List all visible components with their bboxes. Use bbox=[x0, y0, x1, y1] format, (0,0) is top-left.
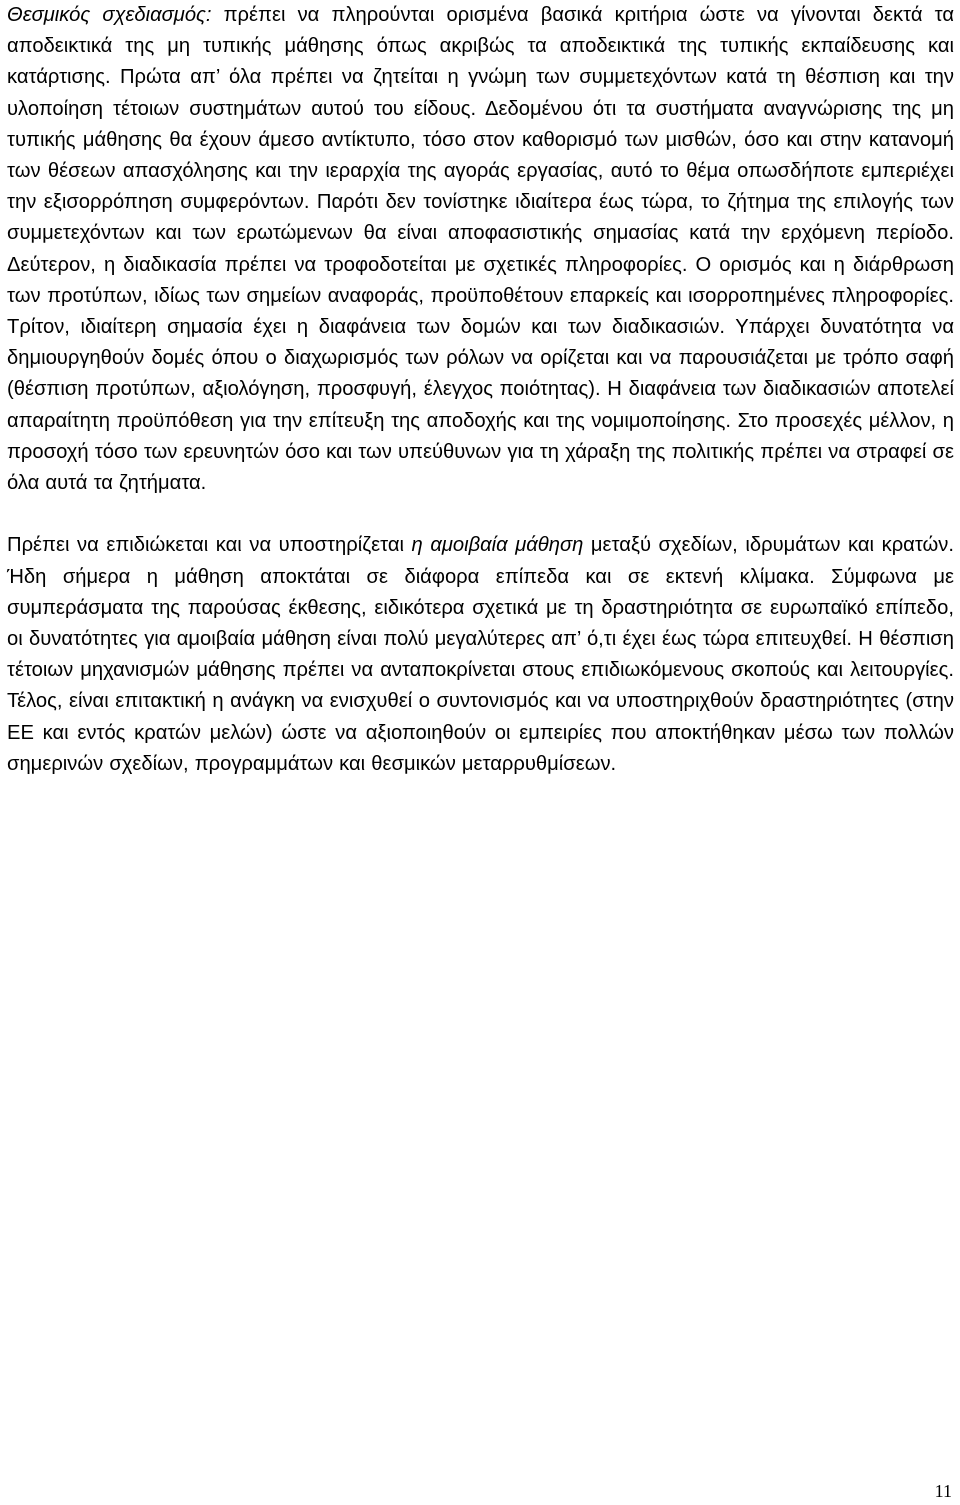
page-number: 11 bbox=[934, 1481, 952, 1501]
paragraph-institutional-design bbox=[7, 0, 954, 499]
body-text bbox=[7, 0, 954, 780]
emphasized-term: η αμοιβαία μάθηση bbox=[411, 534, 584, 557]
paragraph-text-start: Πρέπει να επιδιώκεται και να υποστηρίζεται bbox=[7, 534, 412, 557]
paragraph-text-end: μεταξύ σχεδίων, ιδρυμάτων και κρατών. Ήδη σήμερα η μάθηση αποκτάται σε διάφορα επίπεδα και σε εκτενή κλίμακα. Σύμφωνα με συμπεράσματα της παρούσας έκθεσης, ειδικότερα σχετικά με τη δραστηριότητα σε ευρωπαϊκό επίπεδο, οι δυνατότητες για αμοιβαία μάθηση είναι πολύ μεγαλύτερες απ’ ό,τι έχει έως τώρα επιτευχθεί. Η θέσπιση τέτοιων μηχανισμών μάθησης πρέπει να ανταποκρίνεται στους επιδιωκόμενους σκοπούς και λειτουργίες. Τέλος, είναι επιτακτική η ανάγκη να ενισχυθεί ο συντονισμός και να υποστηριχθούν δραστηριότητες (στην ΕΕ και εντός κρατών μελών) ώστε να αξιοποιηθούν οι εμπειρίες που αποκτήθηκαν μέσω των πολλών σημερινών σχεδίων, προγραμμάτων και θεσμικών μεταρρυθμίσεων. bbox=[7, 534, 954, 775]
paragraph-lead-term: Θεσμικός σχεδιασμός: bbox=[7, 4, 212, 26]
paragraph-mutual-learning bbox=[7, 530, 954, 780]
paragraph-text: πρέπει να πληρούνται ορισμένα βασικά κριτήρια ώστε να γίνονται δεκτά τα αποδεικτικά της μη τυπικής μάθησης όπως ακριβώς τα αποδεικτικά της τυπικής εκπαίδευσης και κατάρτισης. Πρώτα απ’ όλα πρέπει να ζητείται η γνώμη των συμμετεχόντων κατά τη θέσπιση και την υλοποίηση τέτοιων συστημάτων αυτού του είδους. Δεδομένου ότι τα συστήματα αναγνώρισης της μη τυπικής μάθησης θα έχουν άμεσο αντίκτυπο, τόσο στον καθορισμό των μισθών, όσο και στην κατανομή των θέσεων απασχόλησης και την ιεραρχία της αγοράς εργασίας, αυτό το θέμα οπωσδήποτε εμπεριέχει την εξισορρόπηση συμφερόντων. Παρότι δεν τονίστηκε ιδιαίτερα έως τώρα, το ζήτημα της επιλογής των συμμετεχόντων και των ερωτώμενων θα είναι αποφασιστικής σημασίας κατά την ερχόμενη περίοδο. Δεύτερον, η διαδικασία πρέπει να τροφοδοτείται με σχετικές πληροφορίες. Ο ορισμός και η διάρθρωση των προτύπων, ιδίως των σημείων αναφοράς, προϋποθέτουν επαρκείς και ισορροπημένες πληροφορίες. Τρίτον, ιδιαίτερη σημασία έχει η διαφάνεια των δομών και των διαδικασιών. Υπάρχει δυνατότητα να δημιουργηθούν δομές όπου ο διαχωρισμός των ρόλων να ορίζεται και να παρουσιάζεται με τρόπο σαφή (θέσπιση προτύπων, αξιολόγηση, προσφυγή, έλεγχος ποιότητας). Η διαφάνεια των διαδικασιών αποτελεί απαραίτητη προϋπόθεση για την επίτευξη της αποδοχής και της νομιμοποίησης. Στο προσεχές μέλλον, η προσοχή τόσο των ερευνητών όσο και των υπεύθυνων για τη χάραξη της πολιτικής πρέπει να στραφεί σε όλα αυτά τα ζητήματα. bbox=[7, 4, 954, 495]
